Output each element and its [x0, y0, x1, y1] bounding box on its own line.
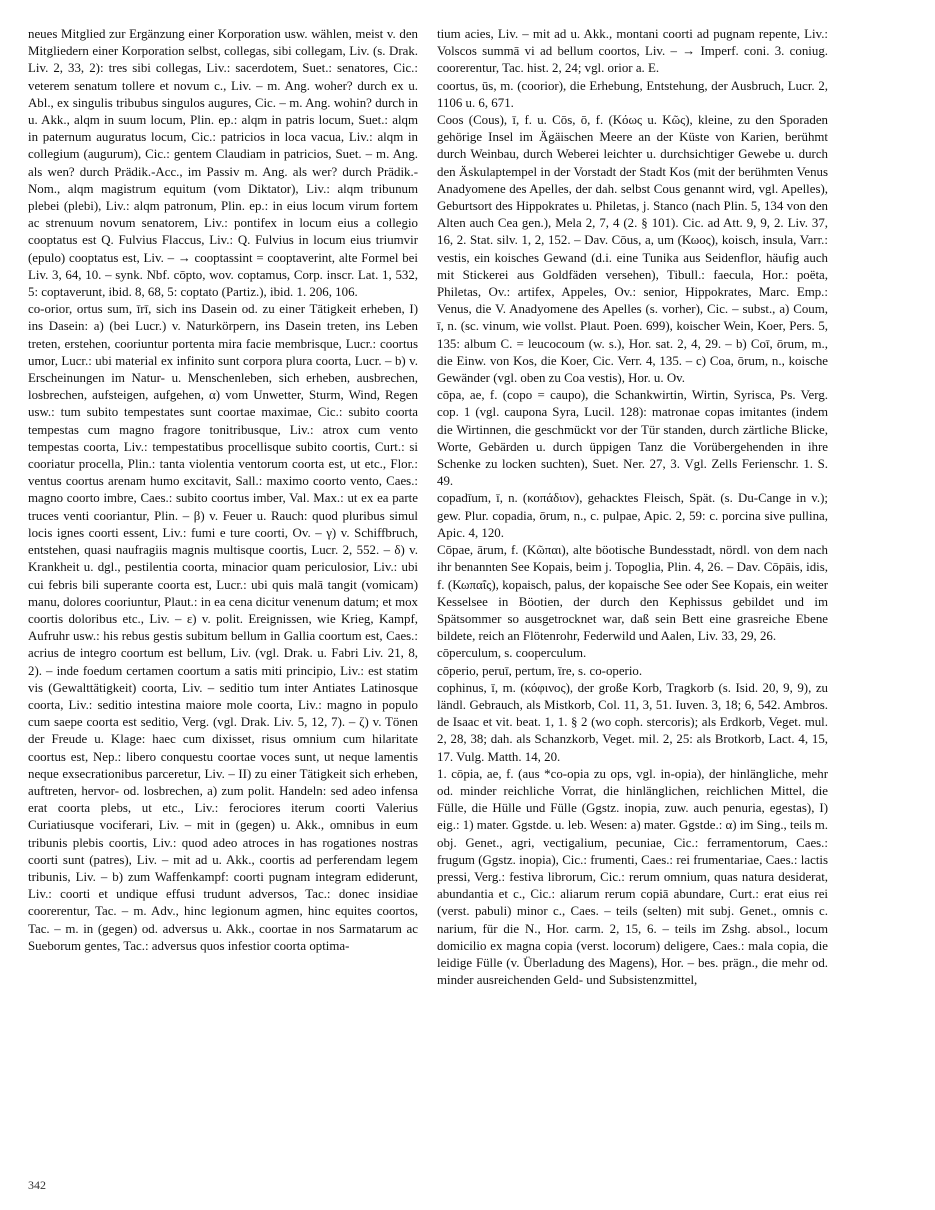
- entry-cooptare-cont: neues Mitglied zur Ergänzung einer Korporation usw. wählen, meist v. den Mitgliedern einer Korporation selbst, collegas, sibi collegam, Liv. (s. Drak. Liv. 2, 33, 2): tres sibi collegas, Liv.: sacerdotem, Suet.: senatores, Cic.: veterem senatum tollere et novum c., Liv. – m. Ang. woher? durch ex u. Abl., ex singulis tribubus singulos augures, Cic. – m. Ang. wohin? durch in u. Akk., alqm in suum locum, Plin. ep.: alqm in patris locum, Suet.: alqm in paternum auguratus locum, Cic.: patricios in loca vacua, Liv.: alqm in collegium (augurum), Cic.: gentem Claudiam in patricios, Suet. – m. Ang. als wen? durch Prädik.-Acc., im Passiv m. Ang. als wer? durch Prädik.-Nom., alqm magistrum equitum (vom Diktator), Liv.: alqm tribunum plebei (plebi), Liv.: alqm patronum, Plin. ep.: in eius locum virum fortem ac strenuum novum senatorem, Liv.: pontifex in locum eius a collegio cooptatus est Q. Fulvius Flaccus, Liv.: Q. Fulvius in locum eius triumvir (epulo) cooptatus est, Liv. – → cooptassint = cooptaverint, alte Formel bei Liv. 3, 64, 10. – synk. Nbf. cōpto, wov. coptamus, Corp. inscr. Lat. 1, 532, 5: coptaverunt, ibid. 8, 68, 5: coptato (Partiz.), ibid. 1. 206, 106.: [28, 27, 418, 300]
- entry-coperio: cōperio, peruī, pertum, īre, s. co-operio.: [437, 663, 643, 678]
- right-column: [437, 26, 828, 989]
- entry-coortus: coortus, ūs, m. (coorior), die Erhebung, Entstehung, der Ausbruch, Lucr. 2, 1106 u. 6, 671.: [437, 78, 828, 110]
- entry-copadium: copadīum, ī, n. (κοπάδιον), gehacktes Fleisch, Spät. (s. Du-Cange in v.); gew. Plur. copadia, ōrum, n., c. pulpae, Apic. 2, 59: c. porcina sive pullina, Apic. 4, 120.: [437, 491, 828, 540]
- page-number: 342: [28, 1178, 46, 1192]
- entry-copa: cōpa, ae, f. (copo = caupo), die Schankwirtin, Wirtin, Syrisca, Ps. Verg. cop. 1 (vgl. caupona Syra, Lucil. 128): matronae copas imitantes (indem die Wirtinnen, die geschmückt vor der Tür standen, durch zärtliche Blicke, Worte, Gebärden u. durch üppigen Tanz die Vorübergehenden in ihre Schenke zu locken suchten), Suet. Ner. 27, 3. Vgl. Zells Ferienschr. 1. S. 49.: [437, 388, 828, 489]
- entry-coos: Coos (Cous), ī, f. u. Cōs, ō, f. (Κόως u. Κῶς), kleine, zu den Sporaden gehörige Insel im Ägäischen Meere an der Küste von Karien, berühmt durch Weinbau, durch Weberei leichter u. durchsichtiger Gewebe u. durch den Äskulaptempel in der Vorstadt der Stadt Kos (mit der berühmten Venus Anadyomene des Apelles, der dah. selbst Cous genannt wird, vgl. Apelles), Geburtsort des Hippokrates u. Philetas, j. Stanco (nach Plin. 5, 134 von den Alten auch Cea gen.), Mela 2, 7, 4 (2. § 101). Cic. ad Att. 9, 9, 2. Liv. 37, 16, 2. Stat. silv. 1, 2, 152. – Dav. Cōus, a, um (Κωος), koisch, insula, Varr.: vestis, ein koisches Gewand (d.i. eine Tunika aus Seidenflor, häufig auch mit Stickerei aus Goldfäden versehen), Tibull.: faecula, Hor.: poëta, Philetas, Ov.: artifex, Appeles, Ov.: senior, Hippokrates, Marc. Emp.: Venus, die V. Anadyomene des Apelles (s. vorher), Cic. – subst., a) Coum, ī, n. (sc. vinum, wie vollst. Plaut. Poen. 699), koischer Wein, Koer, Pers. 5, 135: album C. = leucocoum (w. s.), Hor. sat. 2, 4, 29. – b) Coī, ōrum, m., die Einw. von Kos, die Koer, Cic. Verr. 4, 135. – c) Coa, ōrum, n., koische Gewänder (vgl. oben zu Coa vestis), Hor. u. Ov.: [437, 113, 828, 386]
- entry-cophinus: cophinus, ī, m. (κόφινος), der große Korb, Tragkorb (s. Isid. 20, 9, 9), zu ländl. Gebrauch, als Mistkorb, Col. 11, 3, 51. Iuven. 3, 18; 6, 542. Ambros. de Isaac et vit. beat. 1, 1. § 2 (wo coph. stercoris); als Erdkorb, Veget. mul. 2, 28, 38; dah. als Schanzkorb, Veget. mil. 2, 25: als Brotkorb, Lact. 4, 15, 17. Vulg. Matth. 14, 20.: [437, 680, 828, 764]
- entry-coorior-cont: tium acies, Liv. – mit ad u. Akk., montani coorti ad pugnam repente, Liv.: Volscos summā vi ad bellum coortos, Liv. – → Imperf. coni. 3. coniug. coorerentur, Tac. hist. 2, 24; vgl. orior a. E.: [437, 27, 828, 76]
- entry-copae: Cōpae, ārum, f. (Κῶπαι), alte böotische Bundesstadt, nördl. von dem nach ihr benannten See Kopais, beim j. Topoglia, Plin. 4, 26. – Dav. Cōpāis, idis, f. (Κωπαΐς), kopaisch, palus, der kopaische See oder See Kopais, ein weiter Kesselsee in Böotien, der durch den Kephissus gebildet und im Spätsommer so ausgetrocknet war, daß sein Bett eine grasreiche Ebene bildete, reich an Flötenrohr, Federwild und Aalen, Liv. 33, 29, 26.: [437, 543, 828, 644]
- entry-coorior: co-orior, ortus sum, īrī, sich ins Dasein od. zu einer Tätigkeit erheben, I) ins Dasein: a) (bei Lucr.) v. Naturkörpern, ins Dasein treten, ins Leben treten, erstehen, cooriuntur portenta mira facie membrisque, Lucr.: coortus umor, Lucr.: ubi material ex infinito sunt corpora plura coorta, Lucr. – b) v. Erscheinungen im Natur- u. Menschenleben, sich erheben, ausbrechen, losbrechen, aufsteigen, aufgehen, α) vom Unwetter, Sturm, Wind, Regen usw.: tum subito tempestates sunt coortae maximae, Cic.: subito coorta tempestas cum magno fragore tonitribusque, Liv.: atrox cum vento tempestas coorta, Liv.: tempestatibus procellisque subito coortis, Curt.: si cooriatur procella, Plin.: tanta violentia ventorum coorta est, ut etc., Flor.: ventus coortus arenam humo excitavit, Sall.: maximo coorto vento, Caes.: magno coorto imbre, Caes.: subito coortus imber, Val. Max.: ut ex ea parte truces venti cooriantur, Plin. – β) v. Feuer u. Rauch: quod pluribus simul locis ignes coorti essent, Liv.: fumi e ture coorti, Ov. – γ) v. Schiffbruch, entstehen, quasi naufragiis magnis multisque coortis, Lucr. 2, 552. – δ) v. Krankheit u. dgl., pestilentia coorta, minacior quam periculosior, Liv.: ubi cui febris bili superante coorta est, Lucr.: ubi quis malā tangit (vomicam) manu, dolores cooriuntur, Plaut.: in ea cena dicitur venenum datum; et mox coortis doloribus etc., Liv. – ε) v. polit. Ereignissen, wie Krieg, Kampf, Aufruhr usw.: his rebus gestis subitum bellum in Gallia coortum est, Caes.: acrius de integro coortum est bellum, Liv. (vgl. Drak. u. Fabri Liv. 21, 8, 2). – inde foedum certamen coortum a satis miti principio, Liv.: est statim vis (Gewalttätigkeit) coorta, Liv. – seditio tum inter Antiates Latinosque coorta, Liv.: seditio intestina maiore mole coorta, Liv.: magno in populo cum saepe coorta est seditio, Verg. (vgl. Drak. Liv. 5, 12, 7). – ζ) v. Tönen der Freude u. Klage: haec cum dixisset, risus omnium cum hilaritate coortus est, Nep.: libero conquestu coortae voces sunt, ut neque lamentis neque exsecrationibus parceretur, Liv. – II) zu einer Tätigkeit sich erheben, auftreten, hervor- od. losbrechen, a) zum polit. Handeln: sed adeo infensa erat coorta plebs, ut etc., Liv.: ferociores iterum coorti Valerius Curiatiusque vociferari, Liv. – mit in (gegen) u. Akk., omnibus in eum tribunis plebis coortis, Liv.: quod adeo atroces in has rogationes nostras coorti sunt (patres), Liv. – mit ad u. Akk., coortis ad perferendam legem tribunis, Liv. – b) zum Waffenkampf: coorti pugnam integram ediderunt, Liv.: coorti et undique effusi trudunt adversos, Tac.: donec insidiae coorerentur, Tac. – m. Adv., hinc legionum agmen, hinc equites coortos, Tac. – m. in (gegen) od. adversus u. Akk., coortae in nos Sarmatarum ac Sueborum gentes, Tac.: adversus quos infestior coorta optima-: [28, 302, 418, 953]
- entry-copia: 1. cōpia, ae, f. (aus *co-opia zu ops, vgl. in-opia), der hinlängliche, mehr od. minder reichliche Vorrat, die hinlänglichen, reichlichen Mittel, die Fülle, die Hülle und Fülle (Ggstz. inopia, zuw. auch penuria, egestas), I) eig.: 1) mater. Ggstde. u. leb. Wesen: a) mater. Ggstde.: α) im Sing., teils m. obj. Genet., agri, vectigalium, pecuniae, Cic.: ferramentorum, Caes.: frugum (Ggstz. inopia), Cic.: frumenti, Caes.: rei frumentariae, Caes.: lactis pressi, Verg.: festiva librorum, Cic.: rerum omnium, quas natura desiderat, abundantia et c., Cic.: aliarum rerum copiā abundare, Curt.: erat eius rei (verst. pabuli) minor c., Caes. – teils (selten) mit subj. Genet., omnis c. narium, für die N., Hor. carm. 2, 15, 6. – teils im Zshg. absol., locum domicilio ex magna copia (verst. locorum) deligere, Caes.: mala copia, die leidige Fülle (v. Überladung des Magens), Hor. – bes. prägn., die mehr od. minder ausreichenden Geld- und Subsistenzmittel,: [437, 766, 828, 988]
- left-column: [28, 26, 418, 955]
- entry-coperculum: cōperculum, s. cooperculum.: [437, 646, 587, 661]
